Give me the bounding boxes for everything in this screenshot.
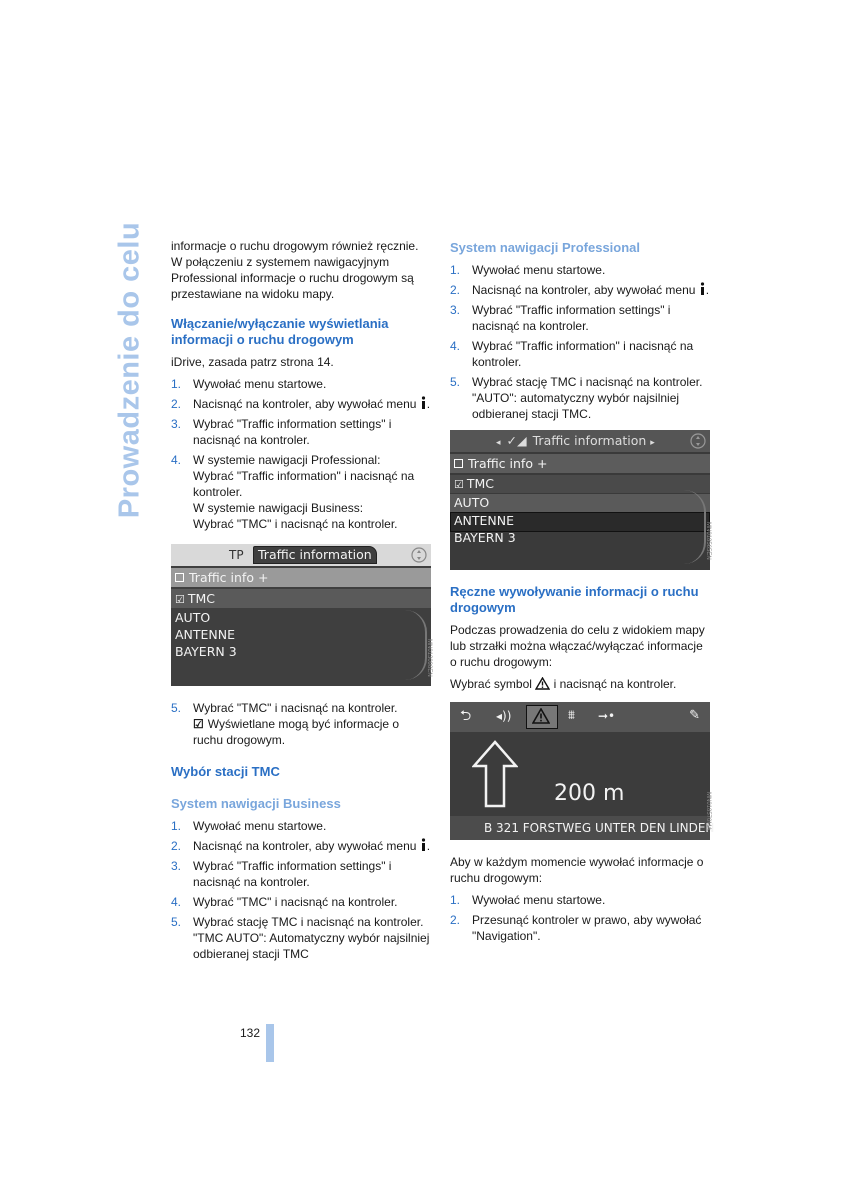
side-chapter-title-text: Prowadzenie do celu xyxy=(113,221,146,519)
screen-row-tmc: ☑ TMC xyxy=(454,476,495,491)
screen-row-bayern3: BAYERN 3 xyxy=(175,644,237,659)
subheading-business: System nawigacji Business xyxy=(171,796,341,811)
controller-icon xyxy=(411,547,427,563)
list-item: 3. Wybrać "Traffic information settings" i nacisnąć na kontroler. xyxy=(171,417,392,447)
tmc-check-icon: ☑ xyxy=(193,717,204,731)
list-item: 2. Nacisnąć na kontroler, aby wywołać menu . xyxy=(450,283,710,297)
distance-readout: 200 m xyxy=(554,781,625,806)
page-marker-bar xyxy=(266,1024,274,1062)
map-pen-icon: ✎ xyxy=(689,708,700,723)
navigation-logo-icon: ✓◢ xyxy=(506,433,527,448)
speaker-icon: ◂)) xyxy=(496,709,512,723)
list-item: 1. Wywołać menu startowe. xyxy=(450,893,606,907)
steps-list-tmc xyxy=(171,700,431,748)
list-item: 1. Wywołać menu startowe. xyxy=(171,377,327,391)
subheading-professional: System nawigacji Professional xyxy=(450,240,641,255)
side-chapter-title xyxy=(112,221,148,519)
page-number: 132 xyxy=(240,1026,261,1040)
screen-row-traffic-info: Traffic info + xyxy=(454,456,547,472)
tab-traffic-information: Traffic information xyxy=(253,546,377,564)
list-item: 5. Wybrać stację TMC i nacisnąć na kontroler. "TMC AUTO": Automatyczny wybór najsilniej odbieranej stacji TMC xyxy=(171,915,430,961)
intro-paragraph: informacje o ruchu drogowym również ręcznie. W połączeniu z systemem nawigacyjnym Professional informacje o ruchu drogowym są przestawiane na widoku mapy. xyxy=(171,239,419,301)
image-code: MN018565EN xyxy=(705,522,711,560)
list-item: 3. Wybrać "Traffic information settings" i nacisnąć na kontroler. xyxy=(450,303,671,333)
chevron-left-icon: ◂ xyxy=(496,438,501,448)
checkmark-icon: ☑ xyxy=(454,478,464,491)
manual-paragraph: Podczas prowadzenia do celu z widokiem mapy lub strzałki można włączać/wyłączać informacje o ruchu drogowym: xyxy=(450,623,705,669)
checkbox-icon xyxy=(454,459,463,468)
screen-row-bayern3: BAYERN 3 xyxy=(454,530,516,545)
left-column xyxy=(171,238,431,968)
navigation-arrow-view-screen xyxy=(450,702,715,840)
screen-header: ◂ ✓◢ Traffic information ▸ xyxy=(496,433,655,448)
back-icon: ⮌ xyxy=(460,708,472,724)
section-heading-manual-traffic: Ręczne wywoływanie informacji o ruchu drogowym xyxy=(450,584,699,615)
list-item: 1. Wywołać menu startowe. xyxy=(171,819,327,833)
list-item: 4. W systemie nawigacji Professional: Wybrać "Traffic information" i nacisnąć na kontroler. W systemie nawigacji Business: Wybrać "TMC" i nacisnąć na kontroler. xyxy=(171,453,415,531)
screen-row-antenne: ANTENNE xyxy=(454,513,515,528)
street-name: B 321 FORSTWEG UNTER DEN LINDEN xyxy=(484,821,715,835)
screen-row-auto: AUTO xyxy=(454,495,490,510)
controller-icon xyxy=(690,433,706,449)
checkmark-icon: ☑ xyxy=(175,593,185,606)
idrive-reference: iDrive, zasada patrz strona 14. xyxy=(171,355,334,369)
steps-list-toggle xyxy=(171,376,431,532)
list-item: 2. Przesunąć kontroler w prawo, aby wywołać "Navigation". xyxy=(450,913,702,943)
list-item: 3. Wybrać "Traffic information settings" i nacisnąć na kontroler. xyxy=(171,859,392,889)
screen-row-antenne: ANTENNE xyxy=(175,627,236,642)
steps-list-professional xyxy=(450,262,712,422)
idrive-screen-tmc-stations xyxy=(450,430,710,570)
idrive-screen-traffic-information xyxy=(171,544,431,686)
warning-triangle-icon xyxy=(532,708,550,724)
steps-list-anytime xyxy=(450,892,712,944)
info-menu-icon xyxy=(420,396,427,409)
list-item: 5. Wybrać "TMC" i nacisnąć na kontroler. ☑ Wyświetlane mogą być informacje o ruchu drogowym. xyxy=(171,701,400,747)
info-menu-icon xyxy=(420,838,427,851)
highway-icon: ⩩ xyxy=(568,708,575,723)
image-code: MN013098EN xyxy=(426,639,432,677)
direction-arrow-icon xyxy=(472,740,518,808)
chevron-right-icon: ▸ xyxy=(650,438,655,448)
section-heading-tmc-station: Wybór stacji TMC xyxy=(171,764,280,779)
list-item: 2. Nacisnąć na kontroler, aby wywołać menu . xyxy=(171,397,431,411)
info-menu-icon xyxy=(699,282,706,295)
checkbox-icon xyxy=(175,573,184,582)
anytime-paragraph: Aby w każdym momencie wywołać informacje o ruchu drogowym: xyxy=(450,855,704,885)
list-item: 4. Wybrać "TMC" i nacisnąć na kontroler. xyxy=(171,895,398,909)
screen-row-traffic-info: Traffic info + xyxy=(175,570,268,586)
screen-icon-bar xyxy=(450,702,710,732)
list-item: 4. Wybrać "Traffic information" i nacisnąć na kontroler. xyxy=(450,339,694,369)
tab-tp: TP xyxy=(229,548,244,562)
list-item: 1. Wywołać menu startowe. xyxy=(450,263,606,277)
right-column xyxy=(450,238,715,950)
select-symbol-instruction: Wybrać symbol i nacisnąć na kontroler. xyxy=(450,677,677,691)
section-heading-toggle-traffic: Włączanie/wyłączanie wyświetlania informacji o ruchu drogowym xyxy=(171,316,389,347)
list-item: 5. Wybrać stację TMC i nacisnąć na kontroler. "AUTO": automatyczny wybór najsilniej odbieranej stacji TMC. xyxy=(450,375,703,421)
screen-row-auto: AUTO xyxy=(175,610,211,625)
list-item: 2. Nacisnąć na kontroler, aby wywołać menu . xyxy=(171,839,431,853)
warning-triangle-icon xyxy=(535,677,550,690)
screen-row-tmc: ☑ TMC xyxy=(175,591,216,606)
arrow-view-icon: ➞• xyxy=(598,709,616,723)
image-code: MN018570MA xyxy=(705,792,711,831)
steps-list-business xyxy=(171,818,431,962)
